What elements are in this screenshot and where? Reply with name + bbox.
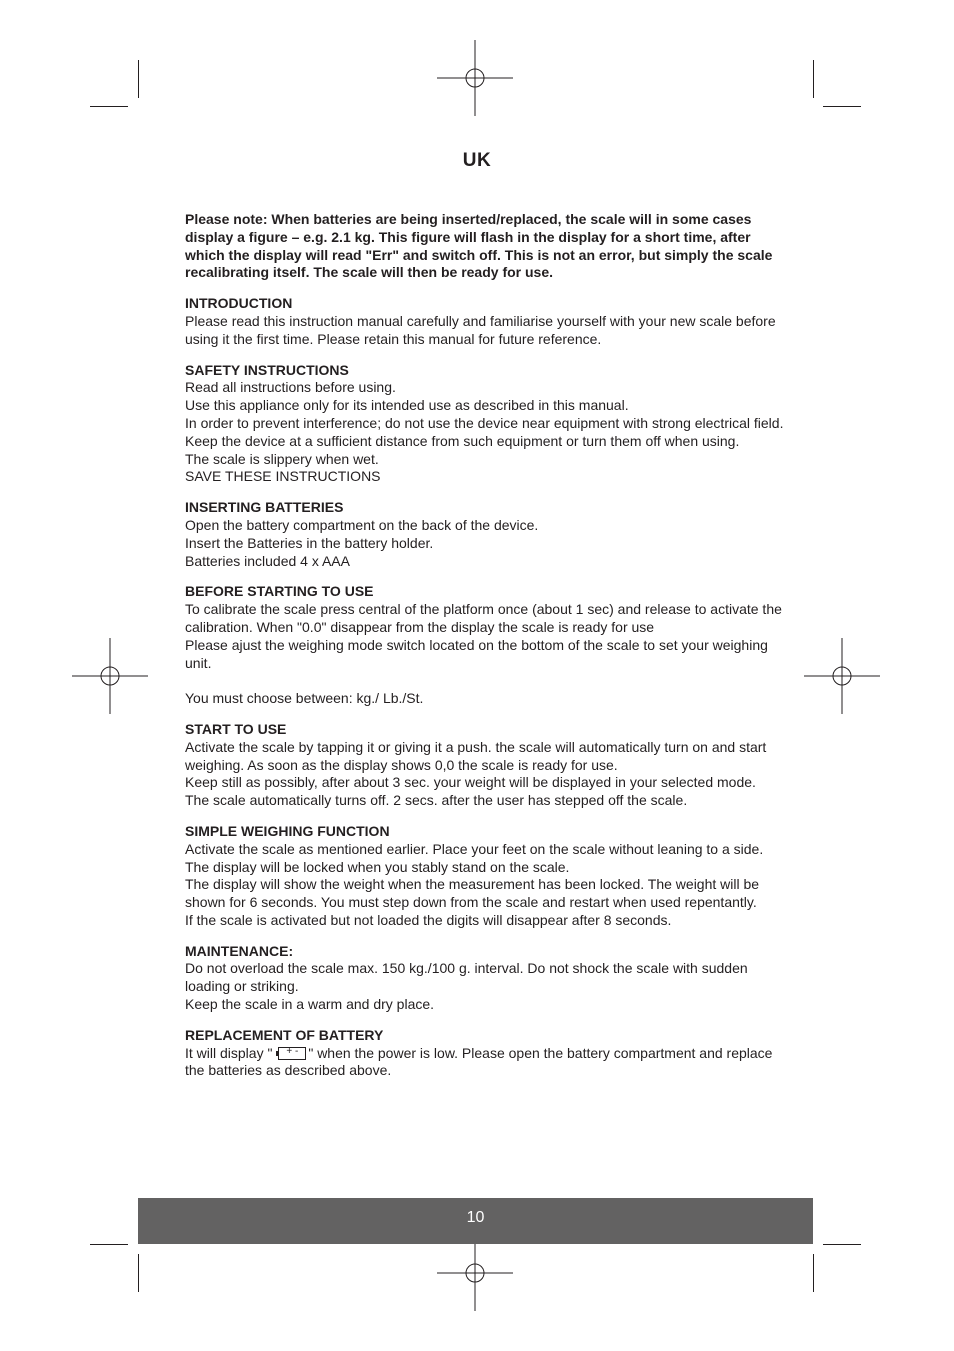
- section-text-part: It will display ": [185, 1044, 277, 1061]
- section-start-to-use: [185, 721, 785, 810]
- section-text: Keep still as possibly, after about 3 sec. your weight will be displayed in your selected mode.: [185, 774, 756, 791]
- registration-mark-icon: [437, 40, 513, 116]
- section-text: Batteries included 4 x AAA: [185, 552, 350, 569]
- section-text: To calibrate the scale press central of the platform once (about 1 sec) and release to activate the calibration. When "0.0" disappear from the display the scale is ready for use: [185, 601, 782, 635]
- section-heading: START TO USE: [185, 720, 287, 737]
- section-text: Keep the scale in a warm and dry place.: [185, 996, 435, 1013]
- section-before-starting-to-use: [185, 583, 785, 708]
- section-heading: REPLACEMENT OF BATTERY: [185, 1026, 384, 1043]
- crop-mark: [813, 60, 814, 98]
- section-text: Use this appliance only for its intended use as described in this manual.: [185, 397, 629, 414]
- language-heading: UK: [462, 150, 492, 171]
- section-text: You must choose between: kg./ Lb./St.: [185, 690, 424, 707]
- section-safety-instructions: [185, 362, 785, 487]
- blank-line: [185, 672, 785, 690]
- section-text: SAVE THESE INSTRUCTIONS: [185, 468, 381, 485]
- crop-mark: [90, 1244, 128, 1245]
- section-maintenance: [185, 943, 785, 1014]
- sections-container: [185, 295, 785, 1014]
- section-text: Read all instructions before using.: [185, 379, 396, 396]
- section-heading: INSERTING BATTERIES: [185, 499, 344, 516]
- crop-mark: [138, 1254, 139, 1292]
- manual-content: [185, 211, 785, 1093]
- registration-mark-icon: [72, 638, 148, 714]
- section-inserting-batteries: [185, 499, 785, 570]
- section-text: Insert the Batteries in the battery holder.: [185, 534, 434, 551]
- section-text-part: " when the power is low. Please open the battery compartment and replace the batteries as described above.: [185, 1044, 773, 1079]
- section-text: In order to prevent interference; do not use the device near equipment with strong electrical field. Keep the device at a sufficient distance from such equipment or turn them off when using.: [185, 414, 784, 449]
- section-heading: BEFORE STARTING TO USE: [185, 583, 374, 600]
- crop-mark: [138, 60, 139, 98]
- footer-bar: [138, 1198, 813, 1244]
- section-text: Activate the scale by tapping it or giving it a push. the scale will automatically turn on and start weighing. As soon as the display shows 0,0 the scale is ready for use.: [185, 738, 767, 773]
- crop-mark: [823, 1244, 861, 1245]
- section-text: Please read this instruction manual carefully and familiarise yourself with your new scale before using it the first time. Please retain this manual for future reference.: [185, 312, 776, 347]
- section-introduction: [185, 295, 785, 348]
- section-replacement-of-battery: [185, 1027, 785, 1080]
- section-text: The scale is slippery when wet.: [185, 450, 379, 467]
- crop-mark: [823, 106, 861, 107]
- section-text: Open the battery compartment on the back of the device.: [185, 516, 539, 533]
- section-heading: MAINTENANCE:: [185, 942, 294, 959]
- crop-mark: [813, 1254, 814, 1292]
- section-text: Do not overload the scale max. 150 kg./100 g. interval. Do not shock the scale with sudden loading or striking.: [185, 960, 748, 995]
- section-text: The scale automatically turns off. 2 secs. after the user has stepped off the scale.: [185, 792, 688, 809]
- section-heading: INTRODUCTION: [185, 295, 293, 312]
- battery-note: Please note: When batteries are being inserted/replaced, the scale will in some cases display a figure – e.g. 2.1 kg. This figure will flash in the display for a short time, after which the display will read "Err" and switch off. This is not an error, but simply the scale recalibrating itself. The scale will then be ready for use.: [185, 211, 773, 281]
- registration-mark-icon: [437, 1235, 513, 1311]
- section-text: Activate the scale as mentioned earlier. Place your feet on the scale without leaning to a side. The display will be locked when you stably stand on the scale.: [185, 840, 764, 875]
- crop-mark: [90, 106, 128, 107]
- registration-mark-icon: [804, 638, 880, 714]
- battery-icon-label: + -: [286, 1045, 299, 1057]
- section-text: [185, 1045, 785, 1081]
- section-text: Please ajust the weighing mode switch located on the bottom of the scale to set your weighing unit.: [185, 636, 768, 671]
- section-heading: SIMPLE WEIGHING FUNCTION: [185, 822, 390, 839]
- page-number: 10: [466, 1209, 485, 1226]
- section-heading: SAFETY INSTRUCTIONS: [185, 361, 349, 378]
- section-text: The display will show the weight when the measurement has been locked. The weight will be shown for 6 seconds. You must step down from the scale and restart when used repentantly.: [185, 876, 760, 911]
- battery-low-icon: [278, 1047, 306, 1060]
- section-simple-weighing-function: [185, 823, 785, 930]
- section-text: If the scale is activated but not loaded the digits will disappear after 8 seconds.: [185, 911, 672, 928]
